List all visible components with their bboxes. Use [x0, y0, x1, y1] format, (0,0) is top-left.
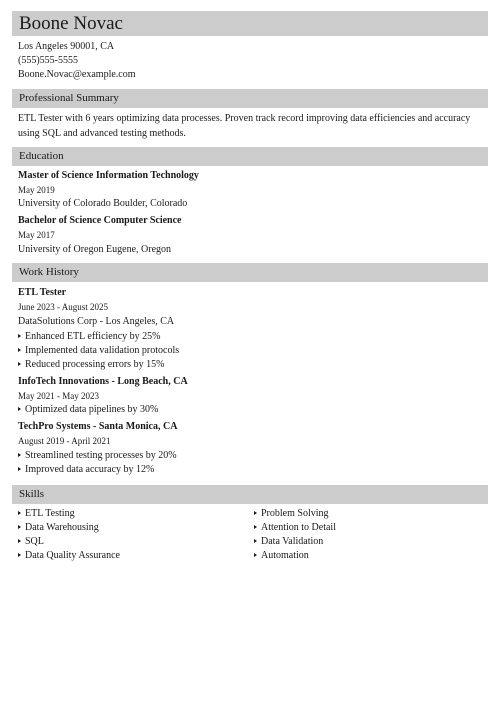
education-school: University of Oregon Eugene, Oregon [18, 244, 172, 255]
job-title: InfoTech Innovations - Long Beach, CA [18, 376, 188, 387]
phone: (555)555-5555 [18, 55, 78, 66]
bullet-marker-icon [254, 525, 257, 529]
education-date: May 2017 [18, 230, 55, 240]
bullet-marker-icon [18, 467, 21, 471]
bullet-marker-icon [18, 334, 21, 338]
bullet-marker-icon [18, 539, 21, 543]
address: Los Angeles 90001, CA [18, 41, 115, 52]
bullet-marker-icon [254, 553, 257, 557]
bullet-marker-icon [18, 407, 21, 411]
education-degree: Master of Science Information Technology [18, 170, 199, 181]
bullet-marker-icon [18, 553, 21, 557]
education-school: University of Colorado Boulder, Colorado [18, 198, 188, 209]
summary-text: ETL Tester with 6 years optimizing data processes. Proven track record improving data efficiencies and accuracy using SQL and advanced testing methods. [18, 113, 471, 139]
bullet-marker-icon [18, 525, 21, 529]
job-title: TechPro Systems - Santa Monica, CA [18, 421, 178, 432]
job-title: ETL Tester [18, 287, 67, 298]
summary-heading: Professional Summary [12, 89, 488, 108]
job-dates: June 2023 - August 2025 [18, 302, 108, 312]
bullet-marker-icon [254, 539, 257, 543]
resume-page: Boone Novac Los Angeles 90001, CA (555)555-5555 Boone.Novac@example.com Professional Summary ETL Tester with 6 years optimizing data processes. Proven track record improving data efficiencies and accuracy using SQL and advanced testing methods. Education Master of Science Information Technology May 2019 University of Colorado Boulder, Colorado Bachelor of Science Computer Science May 2017 University of Oregon Eugene, Oregon Work History ETL Tester June 2023 - August 2025 DataSolutions Corp - Los Angeles, CA Enhanced ETL efficiency by 25% Implemented data validation protocols Reduced processing errors by 15% InfoTech Innovations - Long Beach, CA May 2021 - May 2023 Optimized data pipelines by 30% TechPro Systems - Santa Monica, CA August 2019 - April 2021 Streamlined testing processes by 20% Improved data accuracy by 12% Skills ETL Testing Data Warehousing SQL Data Quality Assurance Problem Solving Attention to Detail Data Validation Automation [0, 0, 500, 704]
skills-heading: Skills [12, 485, 488, 504]
education-degree: Bachelor of Science Computer Science [18, 215, 182, 226]
bullet-marker-icon [18, 348, 21, 352]
bullet-marker-icon [18, 511, 21, 515]
bullet-marker-icon [18, 362, 21, 366]
bullet-marker-icon [18, 453, 21, 457]
work-heading: Work History [12, 263, 488, 282]
education-date: May 2019 [18, 185, 55, 195]
job-company: DataSolutions Corp - Los Angeles, CA [18, 316, 175, 327]
education-heading: Education [12, 147, 488, 166]
candidate-name: Boone Novac [12, 11, 488, 36]
job-dates: August 2019 - April 2021 [18, 436, 111, 446]
bullet-marker-icon [254, 511, 257, 515]
email: Boone.Novac@example.com [18, 69, 136, 80]
job-dates: May 2021 - May 2023 [18, 391, 99, 401]
